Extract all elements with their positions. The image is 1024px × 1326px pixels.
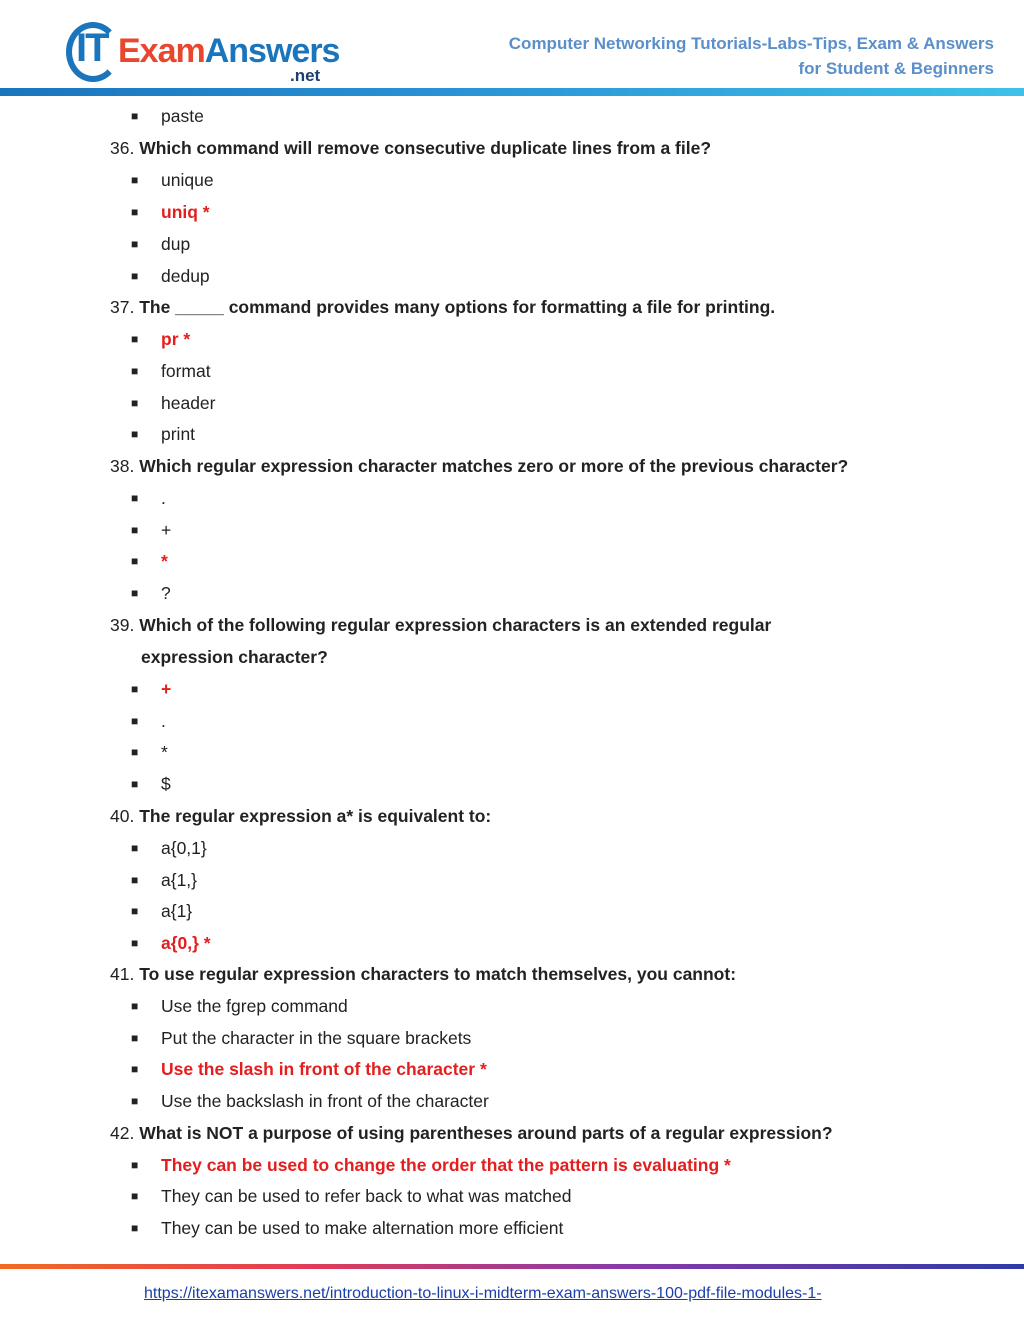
question-text: Which command will remove consecutive duplicate lines from a file? — [139, 138, 712, 158]
option-text: header — [161, 393, 216, 413]
list-item-option — [131, 106, 204, 127]
option-text: Use the slash in front of the character * — [161, 1059, 487, 1079]
option-text: They can be used to change the order that the pattern is evaluating * — [161, 1155, 731, 1175]
question-number: 38. — [110, 456, 135, 476]
square-bullet-icon: ■ — [131, 205, 139, 219]
option-text: They can be used to refer back to what was matched — [161, 1186, 572, 1206]
logo-net-text: .net — [290, 66, 321, 85]
option-text: dup — [161, 234, 191, 254]
square-bullet-icon: ■ — [131, 777, 139, 791]
list-item-option-correct — [131, 1155, 731, 1176]
footer-source-link[interactable]: https://itexamanswers.net/introduction-to-linux-i-midterm-exam-answers-100-pdf-file-modules-1- — [144, 1285, 822, 1302]
question-text-continued: expression character? — [141, 647, 328, 667]
square-bullet-icon: ■ — [131, 1094, 139, 1108]
square-bullet-icon: ■ — [131, 237, 139, 251]
question-39 — [110, 615, 771, 636]
square-bullet-icon: ■ — [131, 682, 139, 696]
option-text: . — [161, 488, 166, 508]
question-text: What is NOT a purpose of using parentheses around parts of a regular expression? — [139, 1123, 833, 1143]
question-text: Which regular expression character matches zero or more of the previous character? — [139, 456, 849, 476]
square-bullet-icon: ■ — [131, 904, 139, 918]
list-item-option — [131, 583, 171, 604]
question-number: 41. — [110, 964, 135, 984]
list-item-option — [131, 996, 348, 1017]
option-text: Put the character in the square brackets — [161, 1028, 472, 1048]
square-bullet-icon: ■ — [131, 999, 139, 1013]
option-text: pr * — [161, 329, 191, 349]
list-item-option — [131, 234, 190, 255]
page-header — [0, 0, 1024, 100]
square-bullet-icon: ■ — [131, 332, 139, 346]
option-text: dedup — [161, 266, 210, 286]
square-bullet-icon: ■ — [131, 1031, 139, 1045]
option-text: format — [161, 361, 211, 381]
list-item-option — [131, 488, 166, 509]
question-text: The regular expression a* is equivalent to: — [139, 806, 492, 826]
option-text: a{1} — [161, 901, 193, 921]
question-text: Which of the following regular expression characters is an extended regular — [139, 615, 772, 635]
question-40 — [110, 806, 491, 827]
square-bullet-icon: ■ — [131, 936, 139, 950]
list-item-option — [131, 520, 171, 541]
square-bullet-icon: ■ — [131, 586, 139, 600]
list-item-option — [131, 901, 192, 922]
question-36 — [110, 138, 711, 159]
question-38 — [110, 456, 848, 477]
list-item-option — [131, 742, 168, 763]
square-bullet-icon: ■ — [131, 1189, 139, 1203]
option-text: + — [161, 520, 172, 540]
logo-exam-word: Exam — [118, 32, 205, 70]
option-text: a{0,} * — [161, 933, 211, 953]
square-bullet-icon: ■ — [131, 491, 139, 505]
list-item-option-correct — [131, 329, 190, 350]
list-item-option-correct — [131, 202, 210, 223]
list-item-option-correct — [131, 679, 171, 700]
square-bullet-icon: ■ — [131, 427, 139, 441]
option-text: a{0,1} — [161, 838, 207, 858]
list-item-option — [131, 361, 211, 382]
square-bullet-icon: ■ — [131, 109, 139, 123]
tagline-line-1: Computer Networking Tutorials-Labs-Tips, Exam & Answers — [508, 34, 994, 53]
question-42 — [110, 1123, 833, 1144]
list-item-option — [131, 870, 197, 891]
square-bullet-icon: ■ — [131, 841, 139, 855]
option-text: Use the fgrep command — [161, 996, 348, 1016]
list-item-option — [131, 424, 195, 445]
square-bullet-icon: ■ — [131, 269, 139, 283]
list-item-option — [131, 1218, 563, 1239]
question-37 — [110, 297, 775, 318]
itexamanswers-logo[interactable] — [66, 18, 346, 88]
list-item-option — [131, 774, 171, 795]
square-bullet-icon: ■ — [131, 396, 139, 410]
question-text: The _____ command provides many options for formatting a file for printing. — [139, 297, 776, 317]
square-bullet-icon: ■ — [131, 1062, 139, 1076]
option-text: print — [161, 424, 196, 444]
option-text: uniq * — [161, 202, 210, 222]
square-bullet-icon: ■ — [131, 714, 139, 728]
option-text: They can be used to make alternation more efficient — [161, 1218, 564, 1238]
square-bullet-icon: ■ — [131, 1221, 139, 1235]
square-bullet-icon: ■ — [131, 554, 139, 568]
list-item-option — [131, 838, 207, 859]
list-item-option — [131, 1186, 572, 1207]
square-bullet-icon: ■ — [131, 364, 139, 378]
logo-it-text: IT — [76, 26, 108, 70]
footer-divider — [0, 1264, 1024, 1269]
option-text: + — [161, 679, 172, 699]
square-bullet-icon: ■ — [131, 873, 139, 887]
question-number: 39. — [110, 615, 135, 635]
list-item-option — [131, 266, 210, 287]
option-text: $ — [161, 774, 171, 794]
list-item-option-correct — [131, 551, 168, 572]
option-text: ? — [161, 583, 171, 603]
question-number: 42. — [110, 1123, 135, 1143]
question-number: 40. — [110, 806, 135, 826]
square-bullet-icon: ■ — [131, 1158, 139, 1172]
option-text: a{1,} — [161, 870, 198, 890]
option-text: * — [161, 742, 168, 762]
list-item-option — [131, 1091, 489, 1112]
question-text: To use regular expression characters to match themselves, you cannot: — [139, 964, 737, 984]
square-bullet-icon: ■ — [131, 523, 139, 537]
header-divider — [0, 88, 1024, 96]
option-text: . — [161, 711, 166, 731]
header-tagline — [509, 31, 994, 81]
question-number: 36. — [110, 138, 135, 158]
list-item-option-correct — [131, 1059, 487, 1080]
logo-answers-word: Answers — [204, 32, 340, 70]
option-text: * — [161, 551, 168, 571]
list-item-option-correct — [131, 933, 211, 954]
tagline-line-2: for Student & Beginners — [798, 59, 994, 78]
option-text: unique — [161, 170, 214, 190]
list-item-option — [131, 711, 166, 732]
square-bullet-icon: ■ — [131, 745, 139, 759]
question-41 — [110, 964, 736, 985]
square-bullet-icon: ■ — [131, 173, 139, 187]
question-number: 37. — [110, 297, 135, 317]
list-item-option — [131, 1028, 471, 1049]
list-item-option — [131, 170, 214, 191]
option-text: paste — [161, 106, 204, 126]
list-item-option — [131, 393, 216, 414]
option-text: Use the backslash in front of the character — [161, 1091, 489, 1111]
